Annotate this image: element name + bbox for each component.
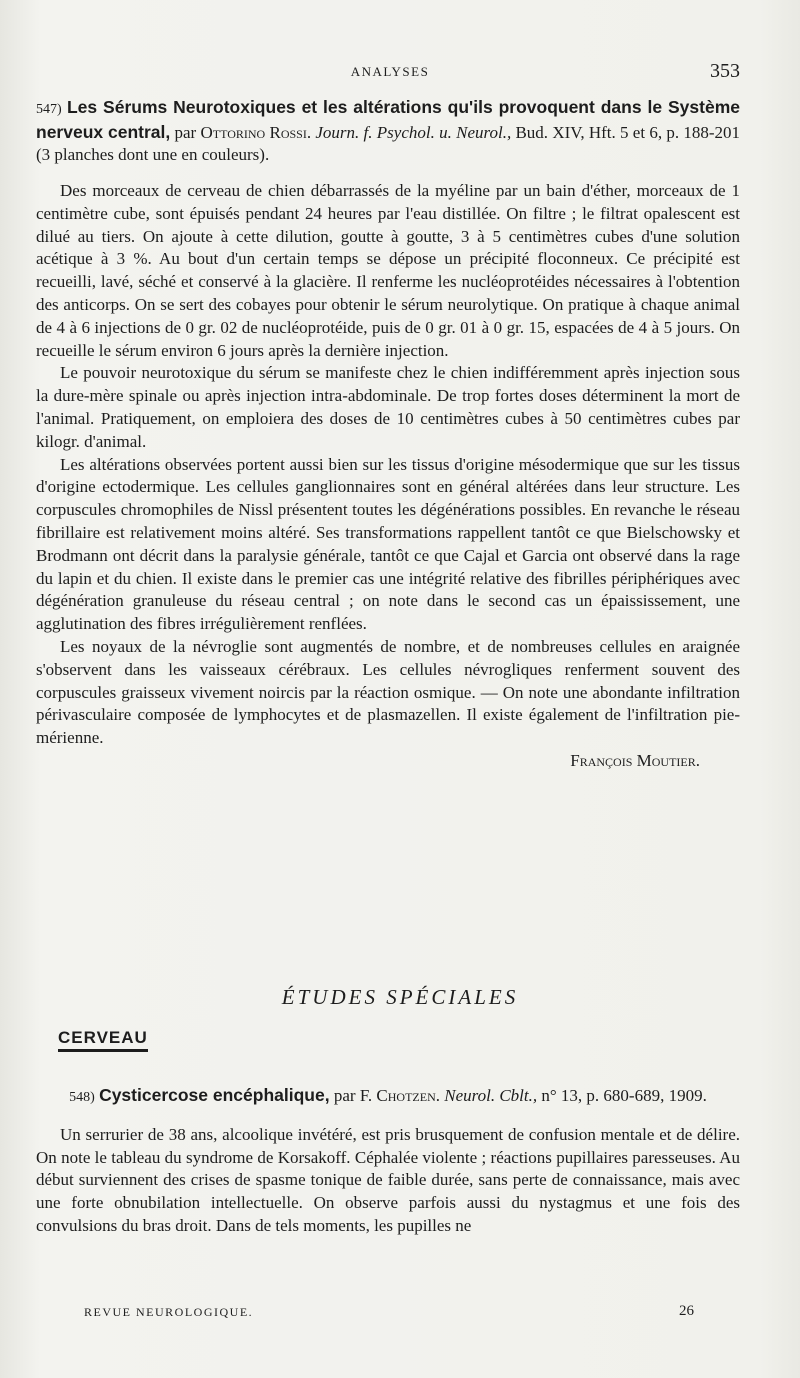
article-title: Cysticercose encéphalique, (99, 1085, 330, 1105)
footer-journal-name: REVUE NEUROLOGIQUE. (84, 1305, 254, 1319)
journal-name: Neurol. Cblt., (444, 1086, 538, 1105)
article-title: Les Sérums Neurotoxiques et les altérations qu'ils provoquent dans le Système nerveux central, (36, 97, 740, 142)
paragraph: Des morceaux de cerveau de chien débarrassés de la myéline par un bain d'éther, morceaux de 1 centimètre cube, sont épuisés pendant 24 heures par l'eau distillée. On filtre ; le filtrat opalescent est dilué au tiers. On ajoute à cette dilution, goutte à goutte, 3 à 5 centimètres cubes d'une solution acétique à 3 %. Au bout d'un certain temps se dépose un précipité floconneux. Ce précipité est recueilli, lavé, séché et conservé à la glacière. Il renferme les nucléoprotéides nécessaires à l'obtention des anticorps. On se sert des cobayes pour obtenir le sérum neurolytique. On pratique à chaque animal de 4 à 6 injections de 0 gr. 02 de nucléoprotéide, puis de 0 gr. 01 à 0 gr. 15, espacées de 4 à 5 jours. On recueille le sérum environ 6 jours après la dernière injection. (36, 181, 740, 360)
article-author: Ottorino Rossi (200, 123, 307, 142)
section-heading: ÉTUDES SPÉCIALES (281, 985, 519, 1009)
article-number: 547) (36, 102, 62, 117)
article-547 (36, 96, 740, 773)
article-548 (36, 1084, 740, 1238)
running-title: ANALYSES (350, 64, 430, 79)
citation-by: par (333, 1086, 356, 1105)
paragraph: Un serrurier de 38 ans, alcoolique invétéré, est pris brusquement de confusion mentale et de délire. On note le tableau du syndrome de Korsakoff. Céphalée violente ; réactions pupillaires paresseuses. Au début surviennent des crises de spasme tonique de faible durée, sans perte de connaissance, mais avec une forte obnubilation intellectuelle. On observe parfois aussi du nystagmus et une fois des convulsions du bras droit. Dans de tels moments, les pupilles ne (36, 1124, 740, 1235)
citation-details: n° 13, p. 680-689, 1909. (541, 1086, 707, 1105)
paragraph: Les altérations observées portent aussi bien sur les tissus d'origine mésodermique que sur les tissus d'origine ectodermique. Les cellules ganglionnaires sont en général altérées dans leur structure. Les corpuscules chromophiles de Nissl présentent toutes les dégénérations possibles. En revanche le réseau fibrillaire est relativement moins altéré. Ses transformations rappellent tantôt ce que Bielschowsky et Brodmann ont décrit dans la paralysie générale, tantôt ce que Cajal et Garcia ont observé dans la rage du lapin et du chien. Il existe dans le premier cas une intégrité relative des fibrilles périphériques avec dégénération granuleuse du réseau central ; on note dans le second cas un épaississement, une agglutination des fibres irrégulièrement renflées. (36, 454, 740, 634)
signature-number: 26 (679, 1303, 694, 1319)
paragraph: Le pouvoir neurotoxique du sérum se manifeste chez le chien indifféremment après injection sous la dure-mère spinale ou après injection intra-abdominale. De trop fortes doses déterminent la mort de l'animal. Pratiquement, on emploiera des doses de 10 centimètres cubes à 50 centimètres cubes par kilogr. d'animal. (36, 363, 740, 451)
paragraph: Les noyaux de la névroglie sont augmentés de nombre, et de nombreuses cellules en araignée s'observent dans les vaisseaux cérébraux. Les cellules névrogliques renferment souvent des corpuscules graisseux vivement noircis par la réaction osmique. — On note une abondante infiltration périvasculaire composée de lymphocytes et de plasmazellen. Il existe également de l'infiltration pie-mérienne. (36, 636, 740, 748)
journal-name: Journ. f. Psychol. u. Neurol., (315, 123, 512, 142)
signature: François Moutier. (570, 750, 700, 770)
citation-details: Bud. XIV, Hft. 5 et 6, p. 188-201 (3 planches dont une en couleurs). (36, 123, 741, 164)
article-author: F. Chotzen. (359, 1086, 440, 1105)
page-number: 353 (710, 60, 740, 82)
article-number: 548) (69, 1090, 95, 1105)
subsection-heading: CERVEAU (58, 1028, 148, 1052)
running-head (40, 60, 740, 84)
article-548-heading (36, 1084, 740, 1110)
article-547-heading: 547) Les Sérums Neurotoxiques et les altérations qu'ils provoquent dans le Système nerveux central, par Ottorino Rossi. Journ. f. Psychol. u. Neurol., Bud. XIV, Hft. 5 et 6, p. 188-201 (3 planches dont une en couleurs). (36, 97, 741, 164)
citation-by: par (174, 123, 197, 142)
page-footer (84, 1305, 694, 1325)
